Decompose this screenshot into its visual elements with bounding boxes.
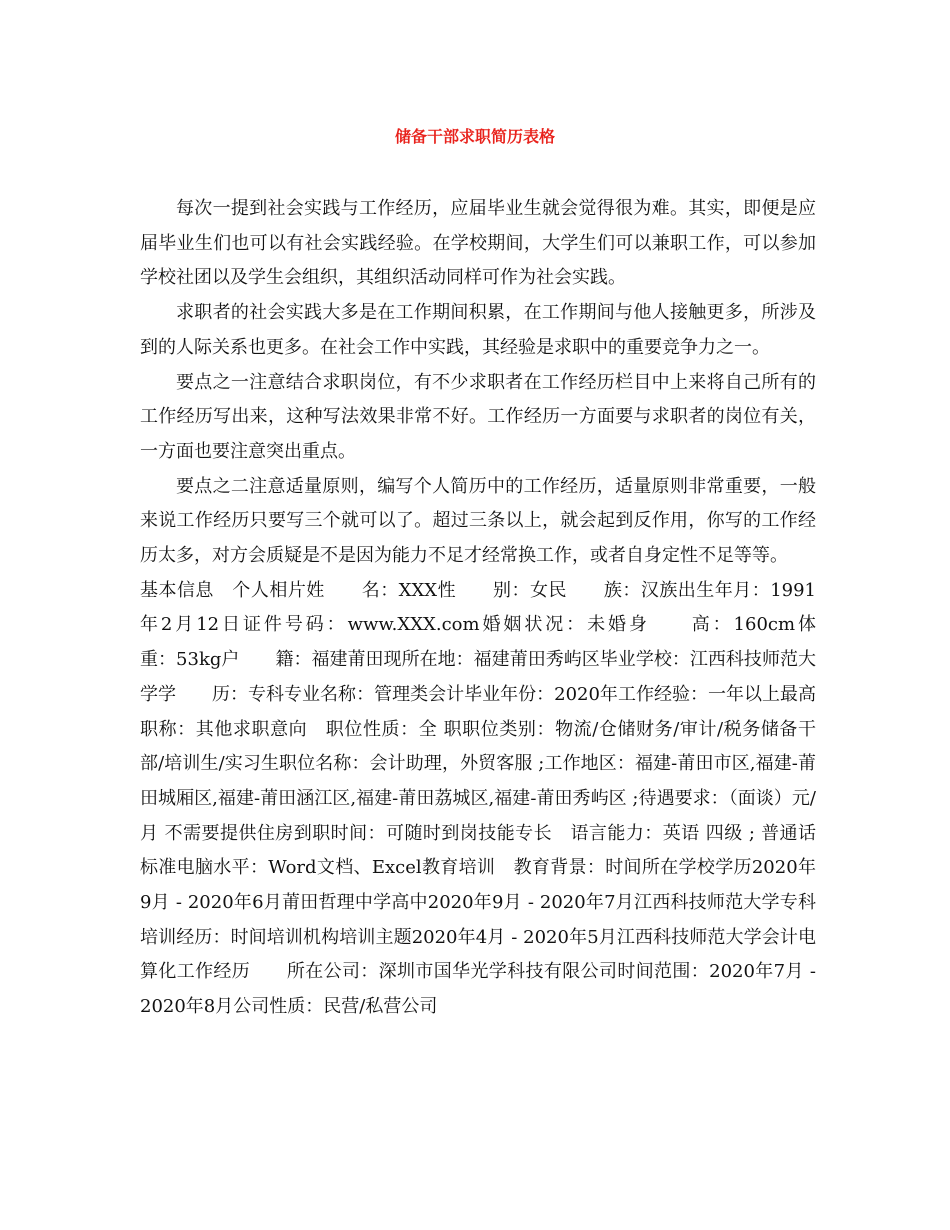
paragraph-1: 每次一提到社会实践与工作经历，应届毕业生就会觉得很为难。其实，即便是应届毕业生们也可以有社会实践经验。在学校期间，大学生们可以兼职工作，可以参加学校社团以及学生会组织，其组织活动同样可作为社会实践。 xyxy=(140,198,816,289)
resume-info-block: 基本信息 个人相片姓 名：XXX性 别：女民 族：汉族出生年月：1991年2月12日证件号码：www.XXX.com婚姻状况：未婚身 高：160cm体 重：53kg户 籍：福建莆田现所在地：福建莆田秀屿区毕业学校：江西科技师范大学学 历：专科专业名称：管理类会计毕业年份：2020年工作经验：一年以上最高职称：其他求职意向 职位性质：全 职职位类别：物流/仓储财务/审计/税务储备干部/培训生/实习生职位名称：会计助理，外贸客服 ;工作地区：福建-莆田市区,福建-莆田城厢区,福建-莆田涵江区,福建-莆田荔城区,福建-莆田秀屿区 ;待遇要求：（面谈）元/月 不需要提供住房到职时间：可随时到岗技能专长 语言能力：英语 四级 ; 普通话 标准电脑水平：Word文档、Excel教育培训 教育背景：时间所在学校学历2020年9月 - 2020年6月莆田哲理中学高中2020年9月 - 2020年7月江西科技师范大学专科培训经历：时间培训机构培训主题2020年4月 - 2020年5月江西科技师范大学会计电算化工作经历 所在公司：深圳市国华光学科技有限公司时间范围：2020年7月 - 2020年8月公司性质：民营/私营公司 xyxy=(140,579,852,1018)
document-title: 储备干部求职简历表格 xyxy=(394,127,555,146)
paragraph-4: 要点之二注意适量原则，编写个人简历中的工作经历，适量原则非常重要，一般来说工作经历只要写三个就可以了。超过三条以上，就会起到反作用，你写的工作经历太多，对方会质疑是不是因为能力不足才经常换工作，或者自身定性不足等等。 xyxy=(140,475,816,567)
document-body xyxy=(140,192,852,1025)
paragraph-2: 求职者的社会实践大多是在工作期间积累，在工作期间与他人接触更多，所涉及到的人际关系也更多。在社会工作中实践，其经验是求职中的重要竞争力之一。 xyxy=(140,302,816,358)
paragraph-3: 要点之一注意结合求职岗位，有不少求职者在工作经历栏目中上来将自己所有的工作经历写出来，这种写法效果非常不好。工作经历一方面要与求职者的岗位有关，一方面也要注意突出重点。 xyxy=(140,371,816,462)
